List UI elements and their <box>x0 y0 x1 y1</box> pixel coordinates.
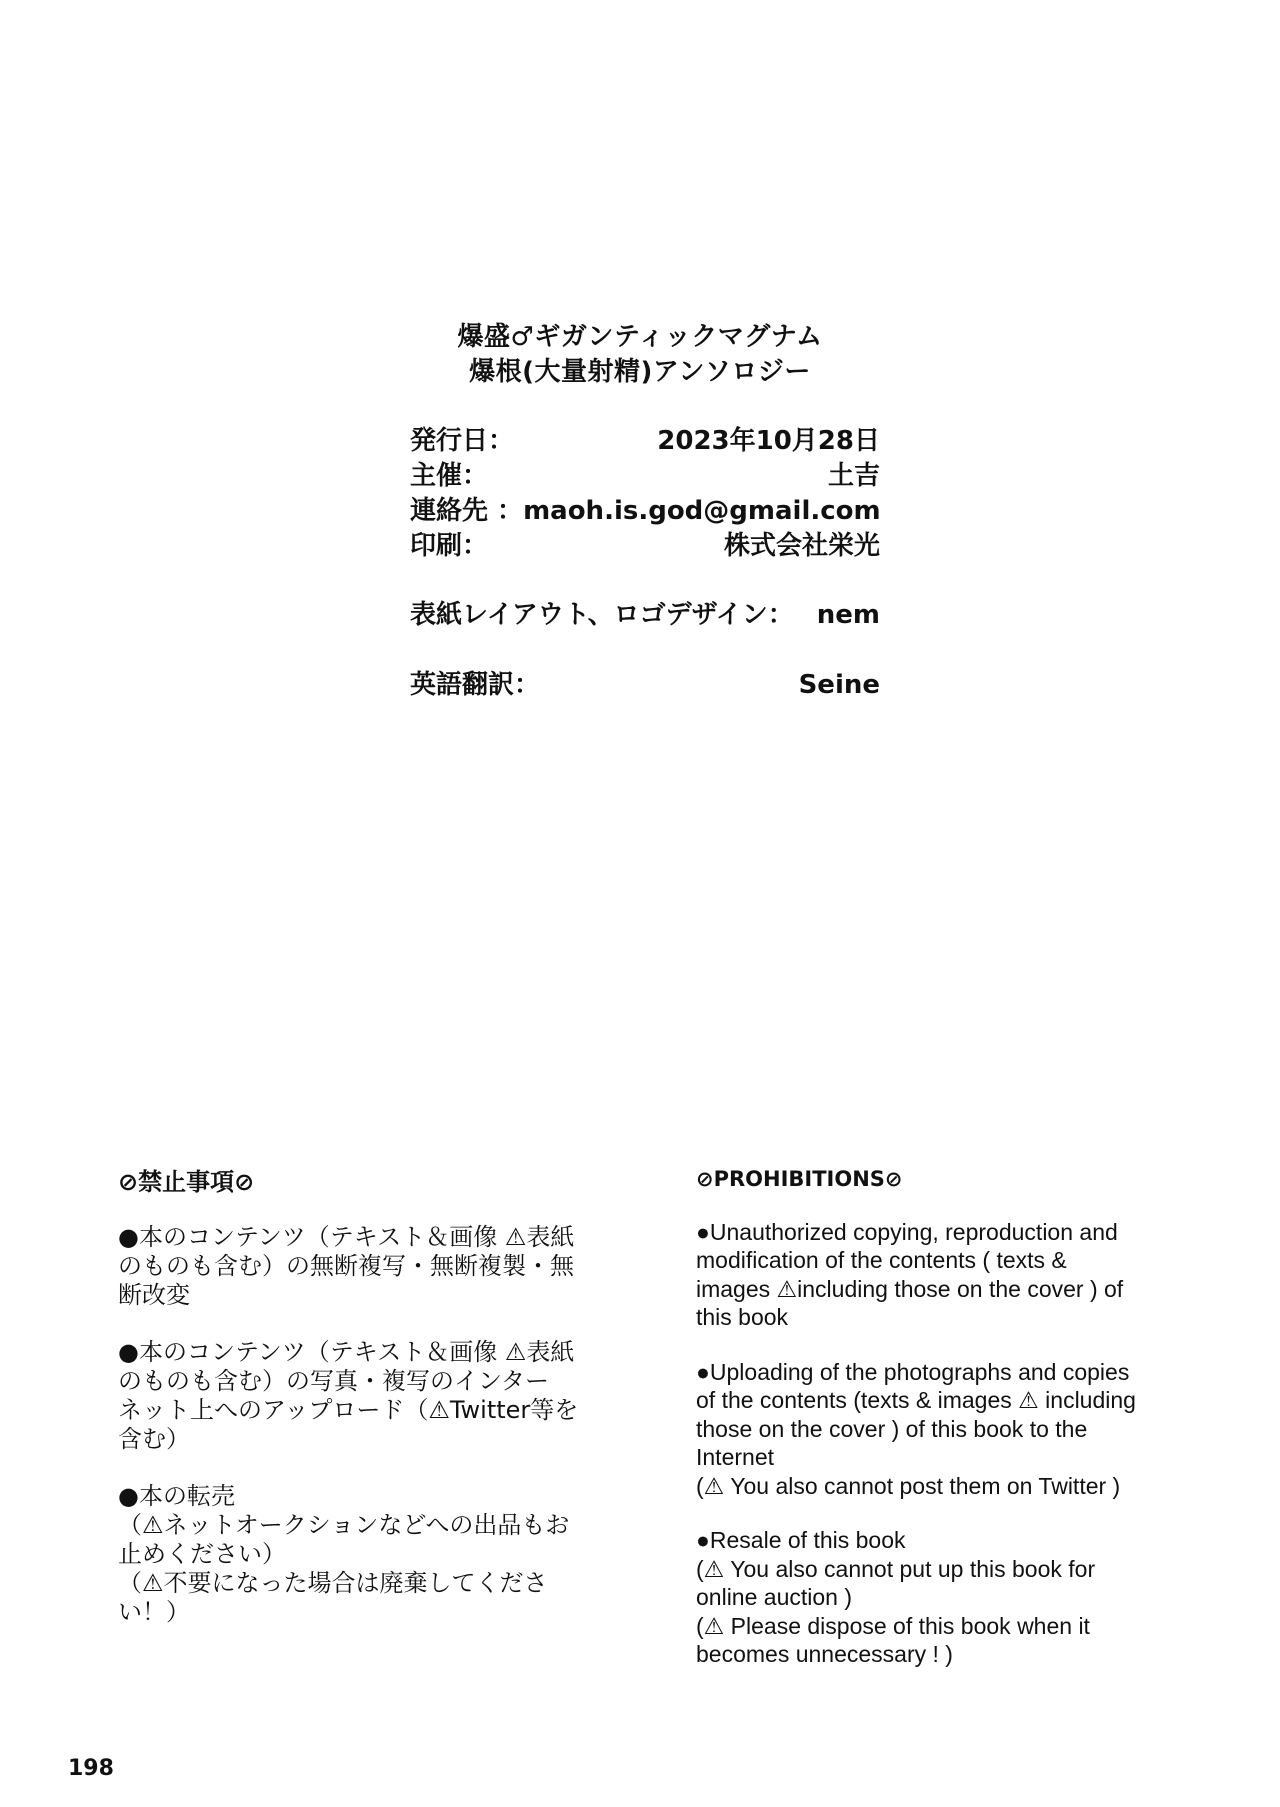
credit-label: 連絡先 ： <box>410 496 524 526</box>
translation-credit-row <box>410 668 880 703</box>
prohibition-item-ja: ●本のコンテンツ（テキスト＆画像 ⚠表紙 のものも含む）の写真・複写のインター ネット上へのアップロード（⚠Twitter等を 含む） <box>118 1338 579 1453</box>
colophon-title <box>0 320 1280 390</box>
title-line-2: 爆根(大量射精)アンソロジー <box>469 357 811 387</box>
page-number: 198 <box>68 1756 114 1781</box>
credit-row-contact <box>410 494 880 529</box>
prohibitions-en-heading: ⊘PROHIBITIONS⊘ <box>696 1167 903 1191</box>
prohibitions-english <box>696 1165 1196 1695</box>
prohibition-item-en: ●Resale of this book (⚠ You also cannot put up this book for online auction ) (⚠ Please dispose of this book when it becomes unnecessary ! ) <box>696 1527 1096 1667</box>
credit-row-issue-date <box>410 424 880 459</box>
prohibition-item-en: ●Unauthorized copying, reproduction and modification of the contents ( texts & images ⚠including those on the cover ) of this book <box>696 1218 1124 1330</box>
credit-row-organizer <box>410 459 880 494</box>
credits-block <box>410 424 880 564</box>
design-credit-label: 表紙レイアウト、ロゴデザイン： <box>410 600 794 630</box>
translation-credit-label: 英語翻訳： <box>410 670 541 700</box>
prohibitions-japanese <box>118 1168 628 1655</box>
credit-label: 印刷： <box>410 531 489 561</box>
title-line-1: 爆盛♂ギガンティックマグナム <box>457 322 823 352</box>
prohibition-item-ja: ●本のコンテンツ（テキスト＆画像 ⚠表紙 のものも含む）の無断複写・無断複製・無 断改変 <box>118 1223 575 1309</box>
translation-credit-value: Seine <box>798 670 880 700</box>
prohibition-item-en: ●Uploading of the photographs and copies of the contents (texts & images ⚠ including those on the cover ) of this book to the Internet (⚠ You also cannot post them on Twitter ) <box>696 1358 1136 1499</box>
credit-value: 土吉 <box>827 461 880 491</box>
credit-value: 株式会社栄光 <box>723 531 880 561</box>
prohibition-item-ja: ●本の転売 （⚠ネットオークションなどへの出品もお 止めください） （⚠不要になった場合は廃棄してくださ い！） <box>118 1482 570 1626</box>
credit-label: 主催： <box>410 461 489 491</box>
design-credit-row <box>410 598 880 633</box>
design-credit-value: nem <box>816 600 880 630</box>
credit-row-printer <box>410 529 880 564</box>
credit-value: maoh.is.god@gmail.com <box>523 496 881 526</box>
credit-label: 発行日： <box>410 426 515 456</box>
prohibitions-ja-heading: ⊘禁止事項⊘ <box>118 1168 255 1196</box>
credit-value: 2023年10月28日 <box>657 426 880 456</box>
